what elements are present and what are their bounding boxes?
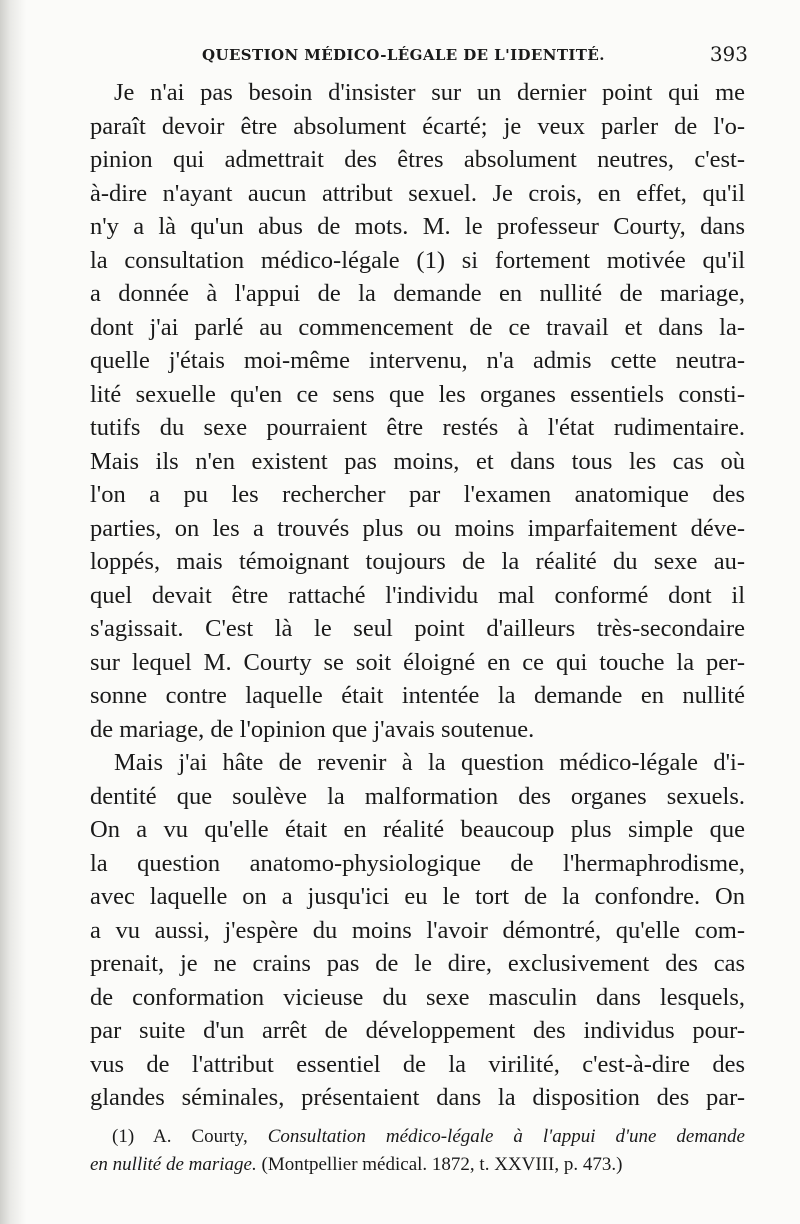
footnote-line [90,1123,745,1151]
running-head [90,40,750,72]
text-line: la question anatomo-physiologique de l'hermaphrodisme, [90,849,745,877]
text-line: loppés, mais témoignant toujours de la réalité du sexe au- [90,548,745,575]
footnote-citation: (Montpellier médical. 1872, t. XXVIII, p. 473.) [261,1154,623,1175]
footnote [90,1123,745,1179]
text-line: On a vu qu'elle était en réalité beaucoup plus simple que [90,816,745,843]
footnote-marker: (1) A. Courty, [112,1126,248,1147]
text-line: parties, on les a trouvés plus ou moins imparfaitement déve- [90,514,745,542]
text-line: avec laquelle on a jusqu'ici eu le tort de la confondre. On [90,883,745,910]
text-line: dont j'ai parlé au commencement de ce travail et dans la- [90,313,745,341]
text-line: a donnée à l'appui de la demande en nullité de mariage, [90,280,745,307]
running-title: QUESTION MÉDICO-LÉGALE DE L'IDENTITÉ. [202,46,605,64]
text-line: de mariage, de l'opinion que j'avais soutenue. [90,715,535,743]
text-line: pinion qui admettrait des êtres absolument neutres, c'est- [90,146,745,173]
footnote-title-part2: en nullité de mariage. [90,1154,257,1175]
text-line: de conformation vicieuse du sexe masculin dans lesquels, [90,983,745,1011]
text-line: s'agissait. C'est là le seul point d'ailleurs très-secondaire [90,615,745,642]
text-line: glandes séminales, présentaient dans la disposition des par- [90,1084,745,1111]
text-line: Mais j'ai hâte de revenir à la question médico-légale d'i- [114,749,745,776]
text-line: tutifs du sexe pourraient être restés à l'état rudimentaire. [90,414,745,441]
page-number: 393 [709,42,748,66]
text-line: l'on a pu les rechercher par l'examen anatomique des [90,481,745,508]
text-line: a vu aussi, j'espère du moins l'avoir démontré, qu'elle com- [90,916,745,944]
text-line: à-dire n'ayant aucun attribut sexuel. Je crois, en effet, qu'il [90,179,745,207]
text-line: sonne contre laquelle était intentée la demande en nullité [90,682,745,709]
text-line: la consultation médico-légale (1) si fortement motivée qu'il [90,246,745,274]
text-line: Mais ils n'en existent pas moins, et dans tous les cas où [90,447,745,475]
text-line: n'y a là qu'un abus de mots. M. le professeur Courty, dans [90,213,745,240]
text-line: paraît devoir être absolument écarté; je veux parler de l'o- [90,112,745,140]
text-line: Je n'ai pas besoin d'insister sur un dernier point qui me [114,79,745,106]
text-line: quel devait être rattaché l'individu mal conformé dont il [90,581,745,609]
text-line: prenait, je ne crains pas de le dire, exclusivement des cas [90,950,745,977]
spine-shadow [0,0,26,1224]
body-text [90,76,745,1115]
text-line: vus de l'attribut essentiel de la virilité, c'est-à-dire des [90,1050,745,1078]
text-line: lité sexuelle qu'en ce sens que les organes essentiels consti- [90,380,745,408]
text-line: sur lequel M. Courty se soit éloigné en ce qui touche la per- [90,648,745,676]
text-line: par suite d'un arrêt de développement des individus pour- [90,1017,745,1044]
text-line: quelle j'étais moi-même intervenu, n'a admis cette neutra- [90,347,745,374]
footnote-title-part1: Consultation médico-légale à l'appui d'une demande [267,1126,745,1147]
footnote-line [90,1151,745,1179]
text-line: dentité que soulève la malformation des organes sexuels. [90,782,745,810]
